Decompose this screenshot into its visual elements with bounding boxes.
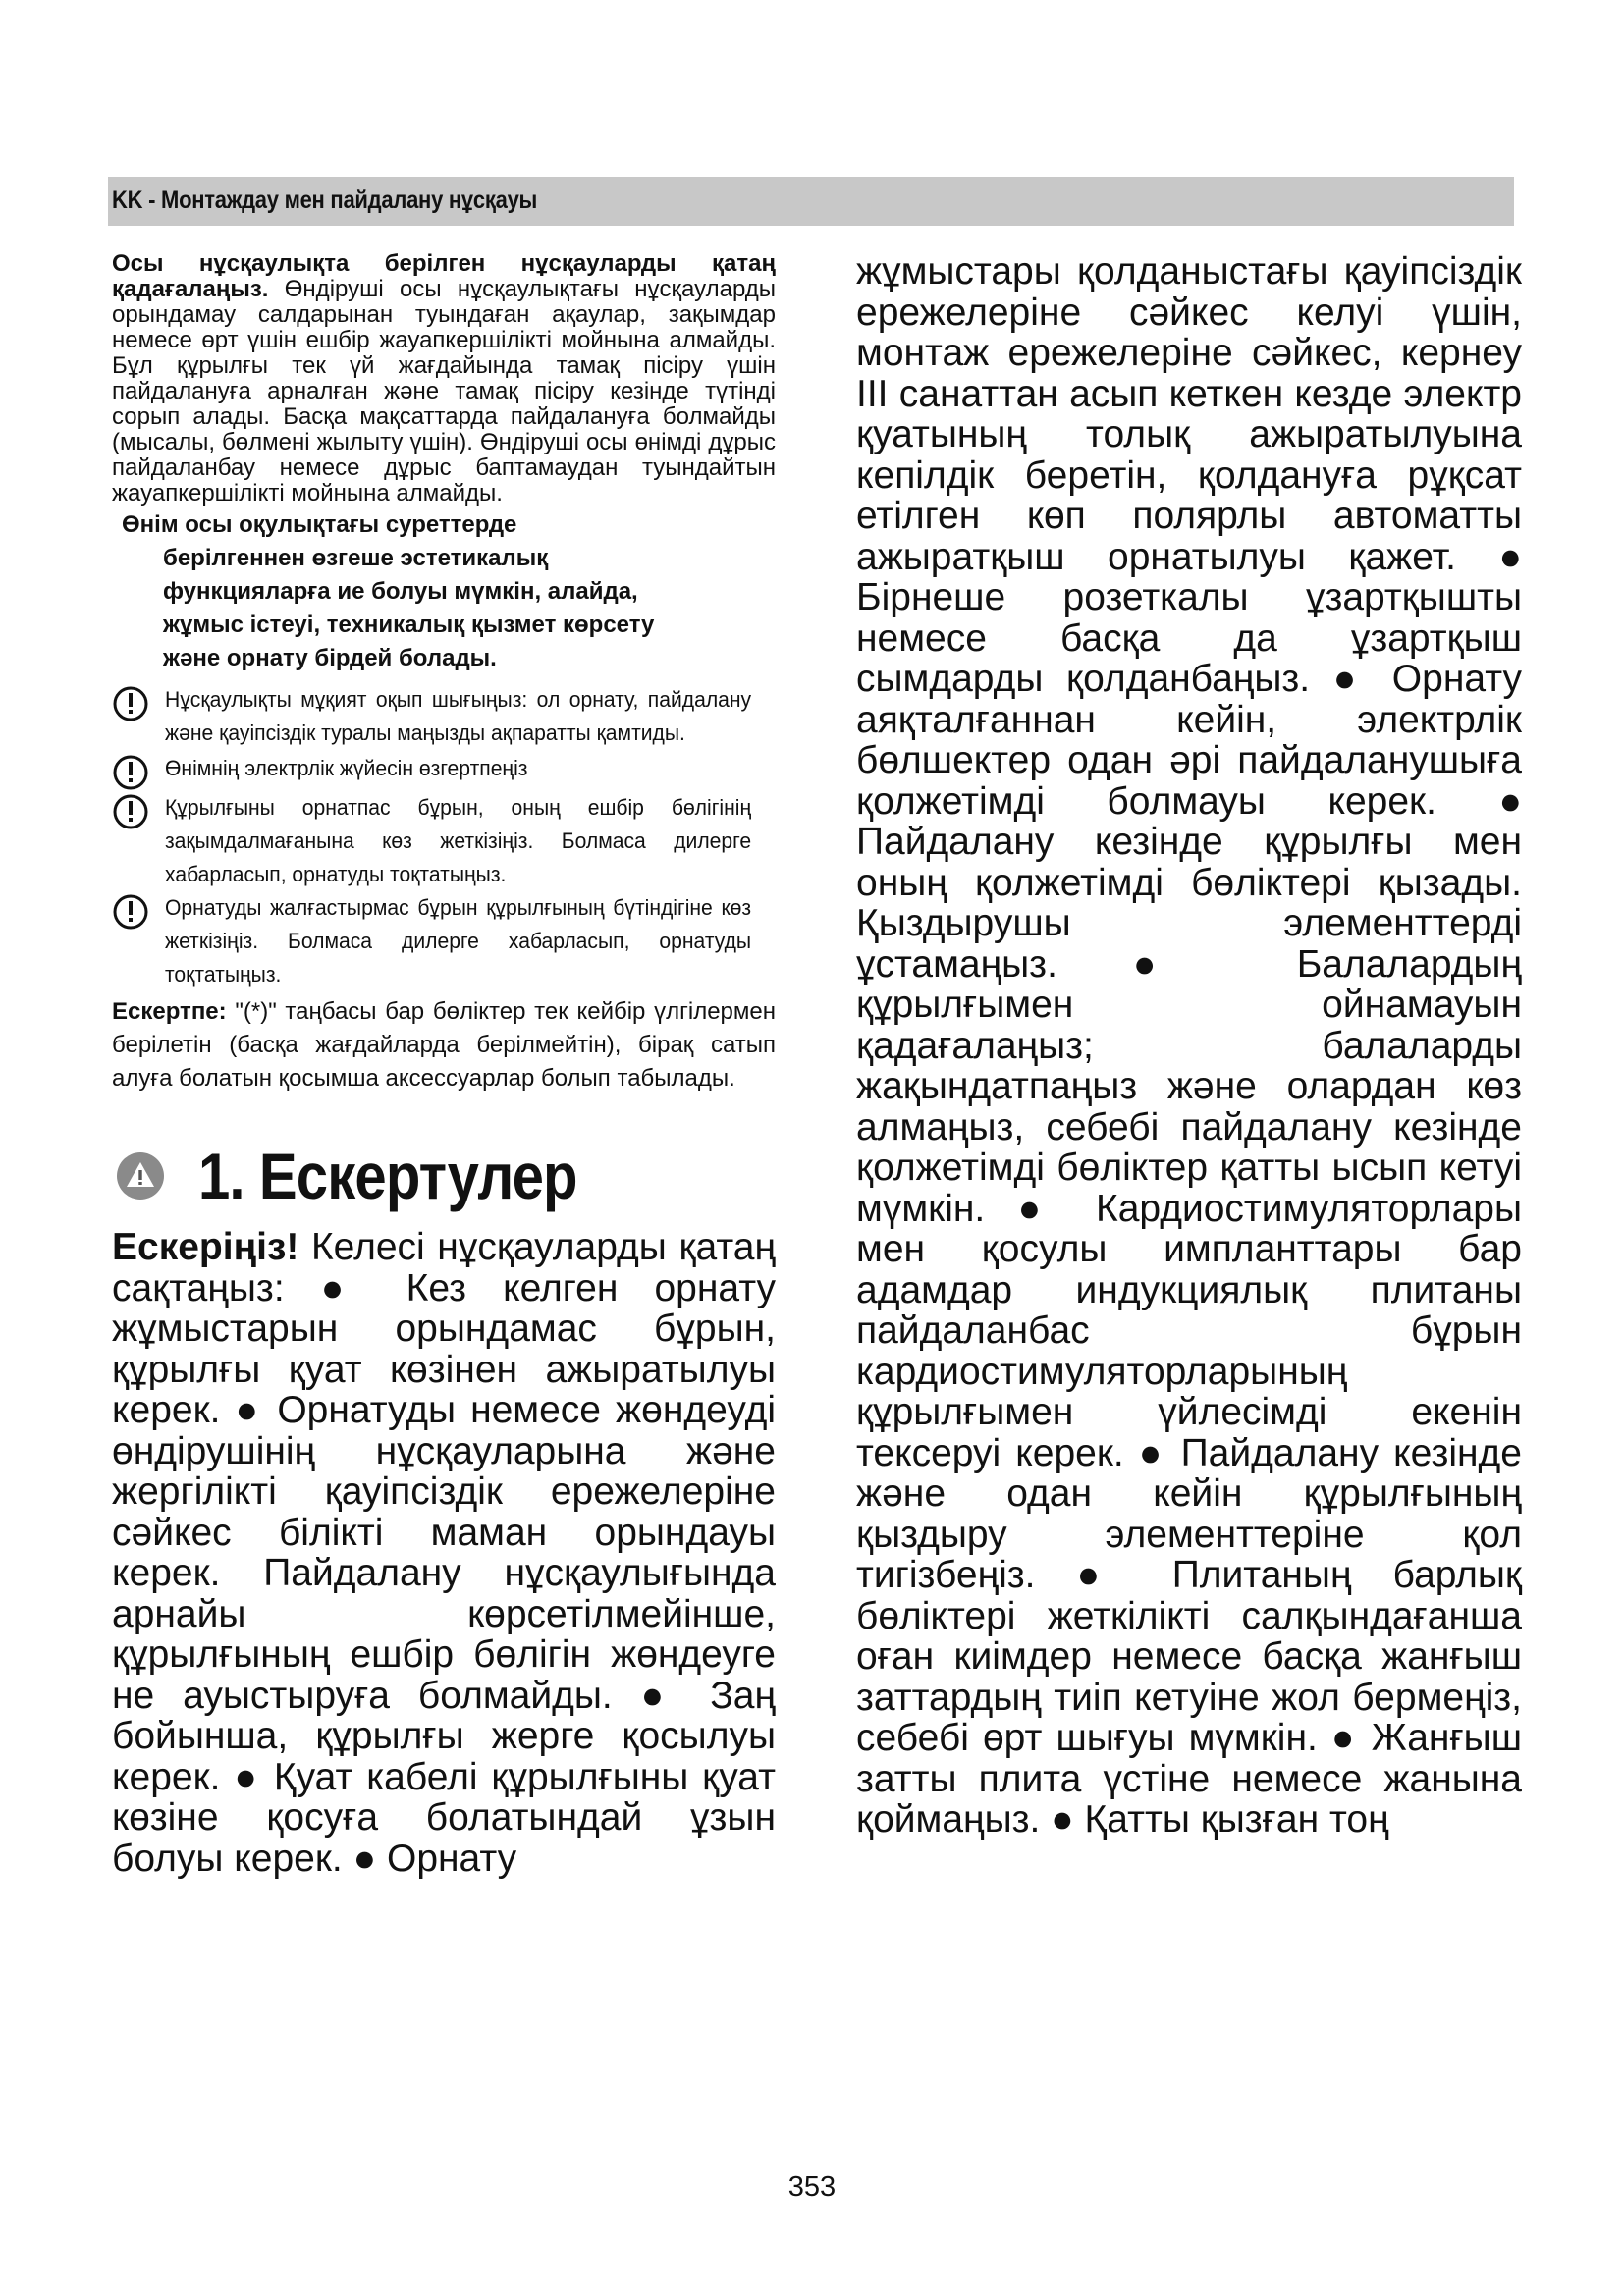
note-item [112, 793, 776, 891]
right-column [856, 251, 1522, 1841]
aesthetic-note [122, 508, 776, 675]
note-item [112, 685, 776, 750]
section-heading [112, 1139, 776, 1213]
aesthetic-line-5: және орнату бірдей болады. [163, 645, 497, 671]
aesthetic-line-2: берілгеннен өзгеше эстетикалық [163, 545, 549, 571]
warning-triangle-icon [116, 1151, 165, 1201]
info-circle-icon [112, 754, 149, 791]
header-bar [108, 177, 1514, 226]
header-title: KK - Монтаждау мен пайдалану нұсқауы [112, 187, 538, 214]
intro-bold-lead: Осы нұсқаулықта берілген нұсқауларды қатаң қадағалаңыз. [112, 250, 776, 302]
remark-text: "(*)" таңбасы бар бөліктер тек кейбір үлгілермен берілетін (басқа жағдайларда берілмейтін), бірақ сатып алуға болатын қосымша аксессуарлар болып табылады. [112, 998, 776, 1092]
note-item [112, 754, 776, 791]
left-column [112, 251, 776, 1879]
aesthetic-line-4: жұмыс істеуі, техникалық қызмет көрсету [163, 612, 655, 638]
warnings-right-text: жұмыстары қолданыстағы қауіпсіздік ережелеріне сәйкес келуі үшін, монтаж ережелеріне сәйкес, кернеу III санаттан асып кеткен кезде электр қуатының толық ажыратылуына кепілдік беретін, қолдануға рұқсат етілген көп полярлы автоматты ажыратқыш орнатылуы қажет. ● Бірнеше розеткалы ұзартқышты немесе басқа да ұзартқыш сымдарды қолданбаңыз. ● Орнату аяқталғаннан кейін, электрлік бөлшектер одан әрі пайдаланушыға қолжетімді болмауы керек. ● Пайдалану кезінде құрылғы мен оның қолжетімді бөліктері қызады. Қыздырушы элементтерді ұстамаңыз. ● Балалардың құрылғымен ойнамауын қадағалаңыз; балаларды жақындатпаңыз және олардан көз алмаңыз, себебі пайдалану кезінде қолжетімді бөліктер қатты ысып кетуі мүмкін. ● Кардиостимуляторлары мен қосулы импланттары бар адамдар индукциялық плитаны пайдаланбас бұрын кардиостимуляторларының құрылғымен үйлесімді екенін тексеруі керек. ● Пайдалану кезінде және одан кейін құрылғының қыздыру элементтеріне қол тигізбеңіз. ● Плитаның барлық бөліктері жеткілікті салқындағанша оған киімдер немесе басқа жанғыш заттардың тиіп кетуіне жол бермеңіз, себебі өрт шығуы мүмкін. ● Жанғыш затты плита үстіне немесе жанына қоймаңыз. ● Қатты қызған тоң [856, 250, 1522, 1841]
warnings-left-body: Келесі нұсқауларды қатаң сақтаңыз: ● Кез келген орнату жұмыстарын орындамас бұрын, құрылғы қуат көзінен ажыратылуы керек. ● Орнатуды немесе жөндеуді өндірушінің нұсқауларына және жергілікті қауіпсіздік ережелеріне сәйкес білікті маман орындауы керек. Пайдалану нұсқаулығында арнайы көрсетілмейінше, құрылғының ешбір бөлігін жөндеуге не ауыстыруға болмайды. ● Заң бойынша, құрылғы жерге қосылуы керек. ● Қуат кабелі құрылғыны қуат көзіне қосуға болатындай ұзын болуы керек. ● Орнату [112, 1226, 776, 1880]
page-number: 353 [787, 2171, 837, 2203]
note-item [112, 893, 776, 991]
note-text: Орнатуды жалғастырмас бұрын құрылғының бүтіндігіне көз жеткізіңіз. Болмаса дилерге хабарласып, орнатуды тоқтатыңыз. [165, 895, 752, 987]
intro-text: Өндіруші осы нұсқаулықтағы нұсқауларды орындамау салдарынан туындаған ақаулар, зақымдар немесе өрт үшін ешбір жауапкершілікті мойнына алмайды. Бұл құрылғы тек үй жағдайында тамақ пісіру үшін пайдалануға арналған және тамақ пісіру кезінде түтінді сорып алады. Басқа мақсаттарда пайдалануға болмайды (мысалы, бөлмені жылыту үшін). Өндіруші осы өнімді дұрыс пайдаланбау немесе дұрыс баптамаудан туындайтын жауапкершілікті мойнына алмайды. [112, 276, 776, 507]
warnings-left-text [112, 1227, 776, 1879]
info-circle-icon [112, 793, 149, 830]
section-title: 1. Ескертулер [198, 1140, 577, 1212]
note-text: Нұсқаулықты мұқият оқып шығыңыз: ол орнату, пайдалану және қауіпсіздік туралы маңызды ақпаратты қамтиды. [165, 687, 752, 745]
note-text: Өнімнің электрлік жүйесін өзгертпеңіз [165, 756, 528, 780]
remark-label: Ескертпе: [112, 998, 227, 1025]
intro-paragraph [112, 251, 776, 507]
aesthetic-line-3: функцияларға ие болуы мүмкін, алайда, [163, 578, 638, 605]
info-circle-icon [112, 685, 149, 722]
info-circle-icon [112, 893, 149, 931]
aesthetic-line-1: Өнім осы оқулықтағы суреттерде [122, 511, 517, 538]
warnings-lead: Ескеріңіз! [112, 1226, 299, 1268]
note-text: Құрылғыны орнатпас бұрын, оның ешбір бөлігінің зақымдалмағанына көз жеткізіңіз. Болмаса дилерге хабарласып, орнатуды тоқтатыңыз. [165, 795, 752, 886]
remark-paragraph [112, 995, 776, 1095]
